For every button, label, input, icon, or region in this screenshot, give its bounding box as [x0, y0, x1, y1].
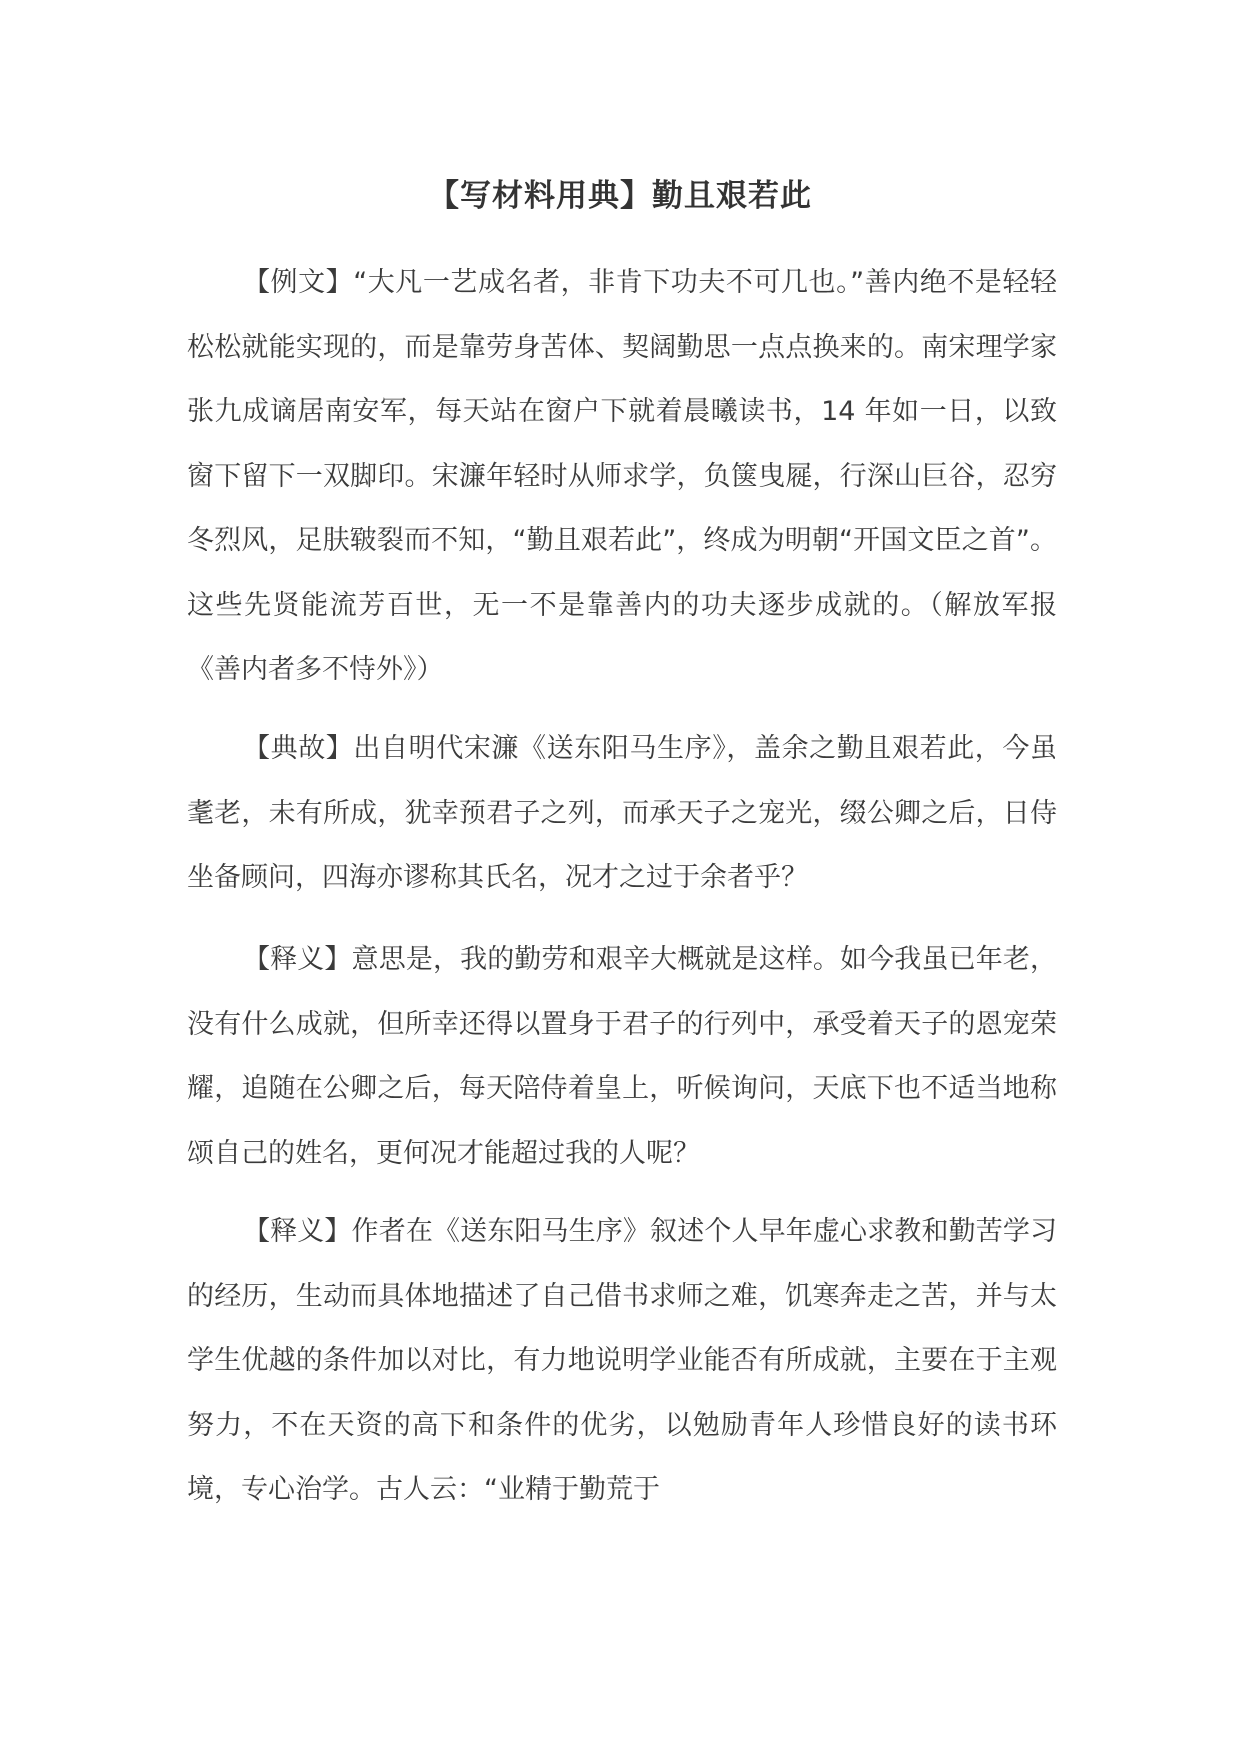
paragraph-allusion: 【典故】出自明代宋濂《送东阳马生序》，盖余之勤且艰若此，今虽耄老，未有所成，犹幸预君子之列，而承天子之宠光，缀公卿之后，日侍坐备顾问，四海亦谬称其氏名，况才之过于余者乎？ [187, 733, 1057, 893]
paragraph-interpretation: 【释义】意思是，我的勤劳和艰辛大概就是这样。如今我虽已年老，没有什么成就，但所幸还得以置身于君子的行列中，承受着天子的恩宠荣耀，追随在公卿之后，每天陪侍着皇上，听候询问，天底下也不适当地称颂自己的姓名，更何况才能超过我的人呢？ [187, 944, 1057, 1169]
document-title: 【写材料用典】勤且艰若此 [428, 178, 812, 214]
paragraph-interpretation-2: 【释义】作者在《送东阳马生序》叙述个人早年虚心求教和勤苦学习的经历，生动而具体地描述了自己借书求师之难，饥寒奔走之苦，并与太学生优越的条件加以对比，有力地说明学业能否有所成就，主要在于主观努力，不在天资的高下和条件的优劣，以勉励青年人珍惜良好的读书环境，专心治学。古人云：“业精于勤荒于 [187, 1216, 1057, 1505]
paragraph-example: 【例文】“大凡一艺成名者，非肯下功夫不可几也。”善内绝不是轻轻松松就能实现的，而是靠劳身苦体、契阔勤思一点点换来的。南宋理学家张九成谪居南安军，每天站在窗户下就着晨曦读书，14 年如一日，以致窗下留下一双脚印。宋濂年轻时从师求学，负箧曳屣，行深山巨谷，忍穷冬烈风，足肤皲裂而不知，“勤且艰若此”，终成为明朝“开国文臣之首”。这些先贤能流芳百世，无一不是靠善内的功夫逐步成就的。（解放军报《善内者多不恃外》） [187, 267, 1057, 685]
